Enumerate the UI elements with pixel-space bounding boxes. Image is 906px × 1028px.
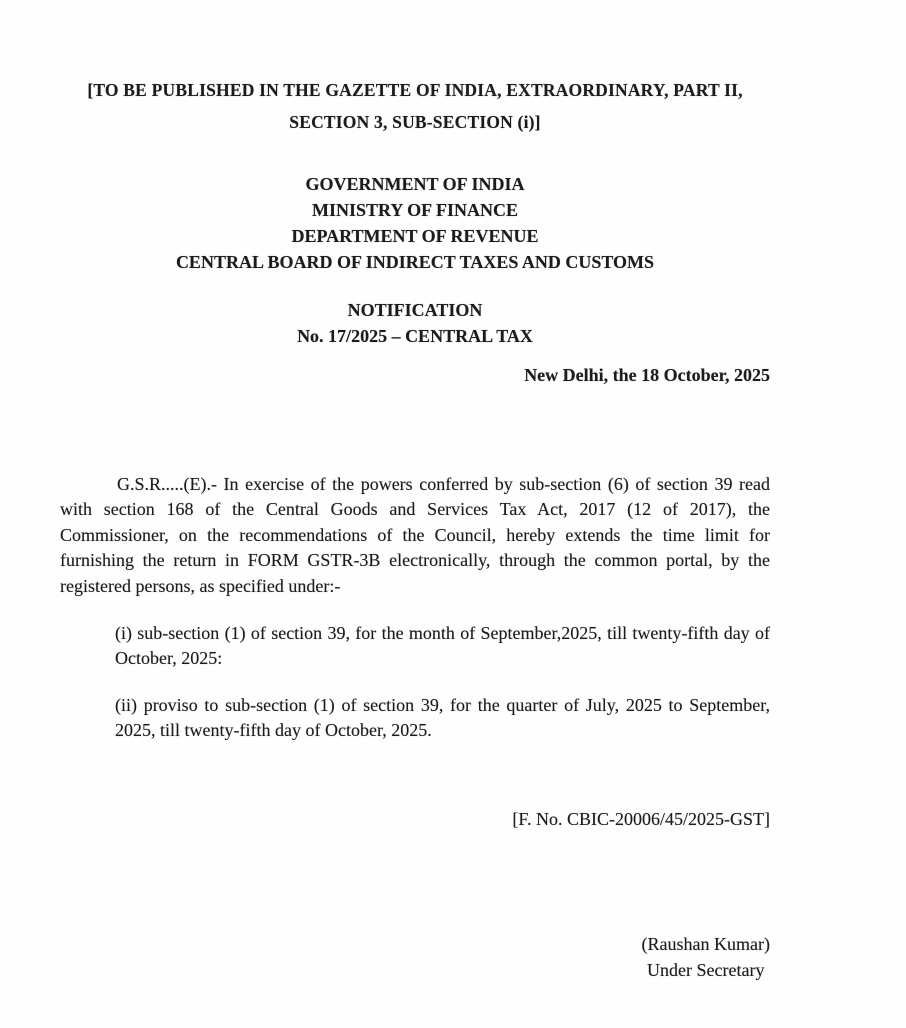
signatory (642, 931, 770, 983)
clause-i: (i) sub-section (1) of section 39, for the month of September,2025, till twenty-fifth day of October, 2025: (115, 623, 770, 669)
authority-line-ministry: MINISTRY OF FINANCE (311, 200, 519, 220)
signatory-name: (Raushan Kumar) (641, 934, 770, 954)
notification-title-block (60, 297, 770, 349)
gazette-header-line-1: [TO BE PUBLISHED IN THE GAZETTE OF INDIA, EXTRAORDINARY, PART II, (87, 80, 743, 100)
place-and-date-line: New Delhi, the 18 October, 2025 (524, 365, 770, 385)
clause-ii: (ii) proviso to sub-section (1) of section 39, for the quarter of July, 2025 to September, 2025, till twenty-fifth day of October, 2025. (115, 695, 770, 741)
authority-line-government: GOVERNMENT OF INDIA (305, 174, 525, 194)
gazette-publication-header (60, 74, 770, 138)
file-number-line: [F. No. CBIC-20006/45/2025-GST] (512, 809, 770, 829)
signatory-designation: Under Secretary (647, 960, 765, 980)
issuing-authority-block (60, 171, 770, 275)
signature-block (60, 931, 770, 983)
authority-line-board: CENTRAL BOARD OF INDIRECT TAXES AND CUSTOMS (175, 252, 655, 272)
notification-number: No. 17/2025 – CENTRAL TAX (297, 326, 533, 346)
gazette-header-line-2: SECTION 3, SUB-SECTION (i)] (289, 112, 541, 132)
opening-paragraph: G.S.R.....(E).- In exercise of the powers conferred by sub-section (6) of section 39 read with section 168 of the Central Goods and Services Tax Act, 2017 (12 of 2017), the Commissioner, on the recommendations of the Council, hereby extends the time limit for furnishing the return in FORM GSTR-3B electronically, through the common portal, by the registered persons, as specified under:- (60, 474, 770, 596)
notification-title: NOTIFICATION (347, 300, 483, 320)
authority-line-department: DEPARTMENT OF REVENUE (291, 226, 539, 246)
